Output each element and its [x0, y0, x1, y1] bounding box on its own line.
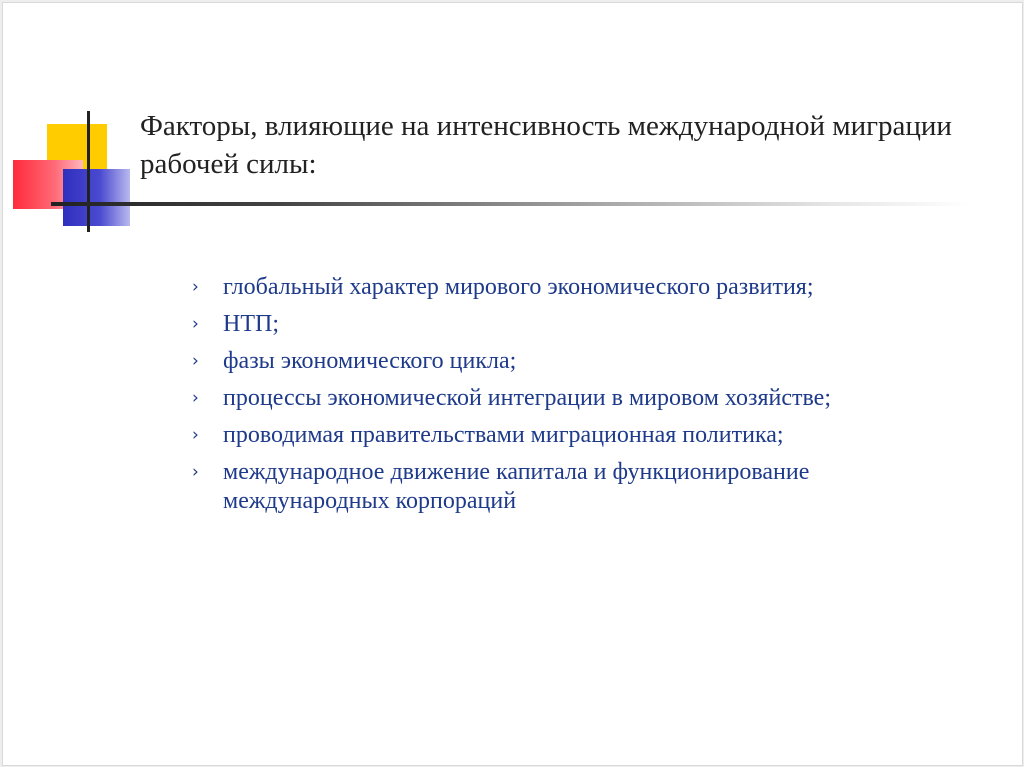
chevron-right-icon: ›: [192, 277, 199, 297]
slide: [2, 2, 1023, 766]
bullet-item: [190, 347, 910, 376]
bullet-item: [190, 310, 910, 339]
bullet-item: [190, 384, 910, 413]
bullet-text: проводимая правительствами миграционная политика;: [223, 422, 784, 448]
chevron-right-icon: ›: [192, 388, 199, 408]
chevron-right-icon: ›: [192, 351, 199, 371]
bullet-text: глобальный характер мирового экономического развития;: [223, 274, 814, 300]
bullet-item: [190, 273, 910, 302]
bullet-item: [190, 421, 910, 450]
chevron-right-icon: ›: [192, 314, 199, 334]
bullet-list: [190, 273, 910, 524]
chevron-right-icon: ›: [192, 425, 199, 445]
chevron-right-icon: ›: [192, 462, 199, 482]
slide-title: Факторы, влияющие на интенсивность международной миграции рабочей силы:: [140, 110, 952, 180]
bullet-text: международное движение капитала и функционирование международных корпораций: [223, 459, 810, 514]
decor-blue-square: [63, 169, 130, 226]
bullet-text: НТП;: [223, 311, 279, 337]
title-underline: [51, 202, 971, 206]
decor-vertical-line: [87, 111, 90, 232]
bullet-text: процессы экономической интеграции в мировом хозяйстве;: [223, 385, 832, 411]
bullet-text: фазы экономического цикла;: [223, 348, 517, 374]
bullet-item: [190, 458, 910, 516]
